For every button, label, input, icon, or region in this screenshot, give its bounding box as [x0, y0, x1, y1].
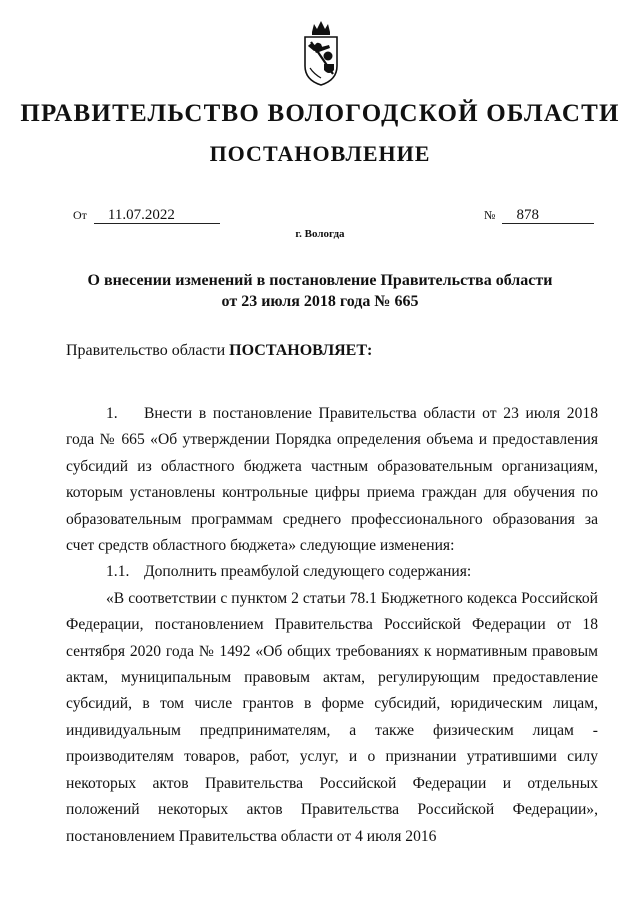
date-value: 11.07.2022 [94, 207, 220, 224]
paragraph-preamble-quote [66, 586, 598, 850]
preamble-text: Правительство области [66, 342, 230, 359]
preamble-emphasis: ПОСТАНОВЛЯЕТ: [229, 342, 373, 359]
paragraph-1 [66, 401, 598, 559]
number-label: № [484, 208, 496, 222]
paragraph-1-text: Внести в постановление Правительства области от 23 июля 2018 года № 665 «Об утверждении Порядка определения объема и предоставления субсидий из областного бюджета частным образовательным организациям, которым установлены контрольные цифры приема граждан для обучения по образовательным программам среднего профессионального образования за счет средств областного бюджета» следующие изменения: [66, 405, 598, 555]
government-title: ПРАВИТЕЛЬСТВО ВОЛОГОДСКОЙ ОБЛАСТИ [20, 100, 620, 127]
paragraph-preamble-quote-text: «В соответствии с пунктом 2 статьи 78.1 Бюджетного кодекса Российской Федерации, постановлением Правительства Российской Федерации от 18 сентября 2020 года № 1492 «Об общих требованиях к нормативным правовым актам, муниципальным правовым актам, регулирующим предоставление субсидий, в том числе грантов в форме субсидий, юридическим лицам, индивидуальным предпринимателям, а также физическим лицам - производителям товаров, работ, услуг, и о признании утратившими силу некоторых актов Правительства Российской Федерации и отдельных положений некоторых актов Правительства Российской Федерации», постановлением Правительства области от 4 июля 2016 [66, 589, 598, 845]
paragraph-1-1-number: 1.1. [106, 563, 130, 581]
date-label: От [73, 208, 87, 222]
number-value: 878 [502, 207, 594, 224]
document-subject [60, 270, 580, 312]
city-label: г. Вологда [295, 228, 345, 240]
document-body [66, 401, 598, 850]
document-type: ПОСТАНОВЛЕНИЕ [209, 141, 431, 166]
vologda-coat-of-arms-icon [302, 18, 340, 88]
paragraph-1-number: 1. [106, 405, 118, 422]
paragraph-1-1 [66, 559, 598, 585]
paragraph-1-1-text: Дополнить преамбулой следующего содержания: [144, 563, 472, 581]
subject-line-2: от 23 июля 2018 года № 665 [221, 293, 419, 310]
subject-line-1: О внесении изменений в постановление Правительства области [87, 272, 553, 289]
number-field [484, 207, 594, 224]
preamble [66, 342, 372, 360]
date-field [73, 207, 220, 224]
